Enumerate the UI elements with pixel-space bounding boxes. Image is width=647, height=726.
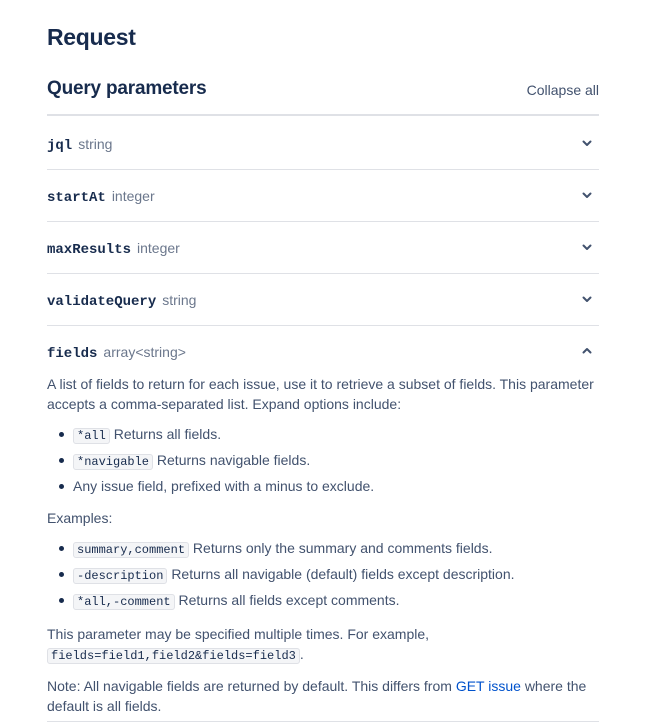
param-type: string (162, 292, 197, 308)
code-snippet: *all,-comment (73, 594, 175, 610)
multiple-times-text: This parameter may be specified multiple times. For example, (47, 626, 430, 642)
collapse-all-button[interactable]: Collapse all (526, 82, 599, 98)
param-name: fields array<string> (47, 344, 186, 362)
list-item-text: Returns only the summary and comments fields. (192, 540, 493, 556)
param-row-jql[interactable] (47, 118, 599, 170)
list-item (73, 476, 599, 496)
param-type: integer (111, 188, 155, 204)
list-item-text: Returns all fields except comments. (178, 592, 400, 608)
examples-label: Examples: (47, 510, 113, 526)
chevron-down-icon[interactable] (581, 189, 593, 201)
get-issue-link[interactable]: GET issue (455, 678, 521, 694)
fields-description: A list of fields to return for each issue, use it to retrieve a subset of fields. This parameter accepts a comma-separated list. Expand options include: (47, 376, 594, 412)
code-snippet: *navigable (73, 454, 153, 470)
list-item-text: Returns all fields. (113, 426, 222, 442)
code-snippet: -description (73, 568, 167, 584)
param-row-validateQuery[interactable] (47, 274, 599, 326)
param-row-maxResults[interactable] (47, 222, 599, 274)
note-text: Note: All navigable fields are returned by default. This differs from (47, 678, 452, 694)
param-name: maxResults integer (47, 240, 180, 258)
list-item (73, 424, 599, 446)
chevron-down-icon[interactable] (581, 293, 593, 305)
request-title: Request (47, 24, 136, 50)
list-item (73, 564, 599, 586)
param-name: jql string (47, 136, 113, 154)
param-row-fields (47, 326, 599, 722)
code-snippet: summary,comment (73, 542, 189, 558)
param-name: validateQuery string (47, 292, 197, 310)
list-item (73, 538, 599, 560)
code-snippet: *all (73, 428, 110, 444)
multiple-times-note (47, 624, 599, 666)
chevron-up-icon[interactable] (581, 345, 593, 357)
chevron-down-icon[interactable] (581, 137, 593, 149)
list-item-text: Returns all navigable (default) fields except description. (171, 566, 515, 582)
param-type: string (78, 136, 113, 152)
note-text-end: where the default is all fields. (47, 678, 587, 714)
param-type: integer (137, 240, 180, 256)
param-row-startAt[interactable] (47, 170, 599, 222)
navigable-fields-note (47, 676, 599, 716)
period: . (299, 646, 304, 662)
param-type: array<string> (103, 344, 186, 360)
code-snippet: fields=field1,field2&fields=field3 (47, 648, 300, 664)
list-item (73, 590, 599, 612)
examples-list (47, 538, 599, 612)
query-parameters-title: Query parameters (47, 78, 207, 99)
list-item-text: Any issue field, prefixed with a minus to exclude. (73, 478, 375, 494)
query-parameters-header (47, 76, 599, 116)
param-fields-header[interactable] (47, 326, 599, 370)
param-name: startAt integer (47, 188, 155, 206)
expand-options-list (47, 424, 599, 496)
list-item (73, 450, 599, 472)
chevron-down-icon[interactable] (581, 241, 593, 253)
list-item-text: Returns navigable fields. (156, 452, 311, 468)
